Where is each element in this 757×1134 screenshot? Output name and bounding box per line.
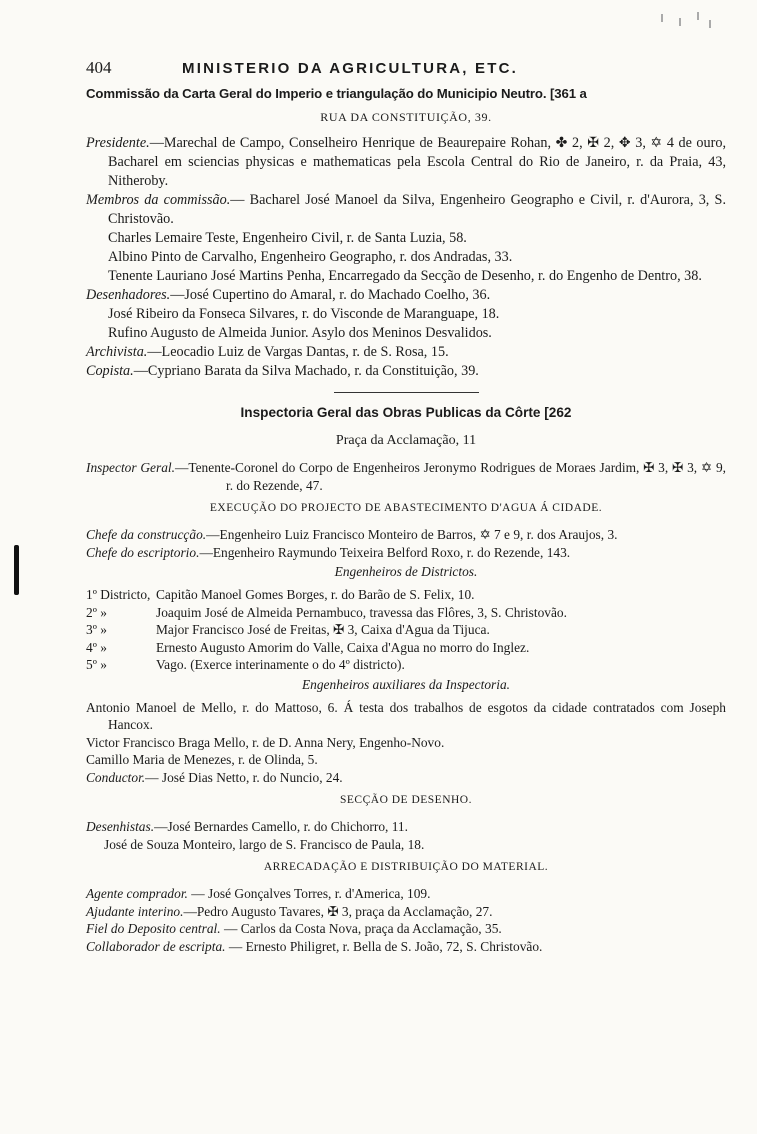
- district-number: 1º Districto,: [86, 587, 151, 602]
- district-row: [86, 656, 726, 674]
- auxiliary-line: Camillo Maria de Menezes, r. de Olinda, 5.: [86, 752, 318, 767]
- section1-title: Commissão da Carta Geral do Imperio e triangulação do Municipio Neutro. [361 a: [86, 86, 587, 101]
- section1-address: RUA DA CONSTITUIÇÃO, 39.: [320, 110, 492, 124]
- district-row: [86, 586, 726, 604]
- inspector-role: Inspector Geral.: [86, 460, 175, 475]
- auxiliary-line: Victor Francisco Braga Mello, r. de D. Anna Nery, Engenho-Novo.: [86, 734, 445, 750]
- district-engineer: Joaquim José de Almeida Pernambuco, travessa das Flôres, 3, S. Christovão.: [156, 604, 567, 620]
- margin-ink-mark: [14, 545, 19, 595]
- page-content: [86, 58, 726, 955]
- writing-collaborator-role: Collaborador de escripta.: [86, 938, 226, 954]
- members-text: — Bacharel José Manoel da Silva, Engenheiro Geographo e Civil, r. d'Aurora, 3, S. Christovão.: [108, 192, 726, 227]
- purchasing-agent-role: Agente comprador.: [86, 886, 188, 901]
- drawing-draftsmen-role: Desenhistas.: [86, 819, 155, 834]
- writing-collaborator-entry: [86, 938, 726, 956]
- interim-assistant-entry: [86, 903, 726, 921]
- district-row: [86, 639, 726, 657]
- drawing-line: José de Souza Monteiro, largo de S. Francisco de Paula, 18.: [104, 836, 425, 852]
- conductor-entry: [86, 769, 726, 787]
- page-number: 404: [86, 58, 112, 77]
- office-chief-entry: [86, 544, 726, 562]
- construction-chief-role: Chefe da construcção.: [86, 527, 207, 542]
- interim-assistant-role: Ajudante interino.: [86, 903, 184, 919]
- draftsmen-role: Desenhadores.: [86, 287, 171, 303]
- district-number: 2º »: [86, 604, 107, 620]
- office-chief-text: —Engenheiro Raymundo Teixeira Belford Roxo, r. do Rezende, 143.: [199, 544, 571, 560]
- district-engineer: Major Francisco José de Freitas, ✠ 3, Caixa d'Agua da Tijuca.: [156, 622, 490, 637]
- archivist-text: —Leocadio Luiz de Vargas Dantas, r. de S. Rosa, 15.: [147, 344, 449, 360]
- auxiliary-line: Antonio Manoel de Mello, r. do Mattoso, 6. Á testa dos trabalhos de esgotos da cidade contratados com Joseph Hancox.: [86, 699, 726, 732]
- construction-chief-entry: [86, 526, 726, 544]
- district-number: 4º »: [86, 639, 107, 655]
- district-engineer: Ernesto Augusto Amorim do Valle, Caixa d'Agua no morro do Inglez.: [156, 639, 530, 655]
- inspector-text: —Tenente-Coronel do Corpo de Engenheiros Jeronymo Rodrigues de Moraes Jardim, ✠ 3, ✠ 3, ✡ 9, r. do Rezende, 47.: [174, 460, 726, 493]
- depot-keeper-entry: [86, 920, 726, 938]
- district-number: 5º »: [86, 657, 107, 672]
- inspector-entry: [86, 459, 726, 494]
- member-line: Charles Lemaire Teste, Engenheiro Civil, r. de Santa Luzia, 58.: [108, 230, 467, 246]
- conductor-role: Conductor.: [86, 769, 146, 785]
- collection-heading: ARRECADAÇÃO E DISTRIBUIÇÃO DO MATERIAL.: [263, 861, 549, 873]
- depot-keeper-role: Fiel do Deposito central.: [86, 921, 221, 936]
- district-row: [86, 604, 726, 622]
- conductor-text: — José Dias Netto, r. do Nuncio, 24.: [145, 769, 343, 785]
- interim-assistant-text: —Pedro Augusto Tavares, ✠ 3, praça da Acclamação, 27.: [183, 903, 493, 919]
- depot-keeper-text: — Carlos da Costa Nova, praça da Acclamação, 35.: [220, 921, 502, 936]
- copyist-role: Copista.: [86, 363, 134, 379]
- president-entry: [86, 134, 726, 191]
- purchasing-agent-text: — José Gonçalves Torres, r. d'America, 109.: [187, 886, 431, 901]
- purchasing-agent-entry: [86, 885, 726, 903]
- drawing-draftsmen-entry: [86, 818, 726, 836]
- section-divider: [334, 392, 479, 393]
- running-header: [86, 58, 726, 84]
- section2-title: Inspectoria Geral das Obras Publicas da Côrte [262: [240, 405, 572, 420]
- president-text: —Marechal de Campo, Conselheiro Henrique de Beaurepaire Rohan, ✤ 2, ✠ 2, ✥ 3, ✡ 4 de ouro, Bacharel em sciencias physicas e mathematicas pela Escola Central do Rio de Janeiro, r. da Praia, 43, Nitheroby.: [108, 135, 726, 189]
- section2-address: Praça da Acclamação, 11: [335, 433, 477, 448]
- archivist-entry: [86, 343, 726, 362]
- members-entry: [86, 191, 726, 229]
- draftsman-line: Rufino Augusto de Almeida Junior. Asylo dos Meninos Desvalidos.: [108, 325, 492, 341]
- member-line: Albino Pinto de Carvalho, Engenheiro Geographo, r. dos Andradas, 33.: [108, 249, 513, 265]
- member-line: Tenente Lauriano José Martins Penha, Encarregado da Secção de Desenho, r. do Engenho de Dentro, 38.: [108, 268, 702, 284]
- writing-collaborator-text: — Ernesto Philigret, r. Bella de S. João, 72, S. Christovão.: [225, 938, 543, 954]
- copyist-text: —Cypriano Barata da Silva Machado, r. da Constituição, 39.: [133, 363, 479, 379]
- execution-heading: EXECUÇÃO DO PROJECTO DE ABASTECIMENTO D'AGUA Á CIDADE.: [209, 502, 603, 514]
- district-engineer: Capitão Manoel Gomes Borges, r. do Barão de S. Felix, 10.: [156, 587, 475, 602]
- district-row: [86, 621, 726, 639]
- draftsman-line: José Ribeiro da Fonseca Silvares, r. do Visconde de Maranguape, 18.: [108, 306, 500, 322]
- district-heading: Engenheiros de Districtos.: [334, 564, 478, 579]
- draftsmen-entry: [86, 286, 726, 305]
- auxiliary-heading: Engenheiros auxiliares da Inspectoria.: [301, 676, 511, 692]
- members-role: Membros da commissão.: [86, 192, 231, 208]
- copyist-entry: [86, 362, 726, 381]
- district-engineer: Vago. (Exerce interinamente o do 4º districto).: [156, 657, 405, 672]
- draftsmen-text: —José Cupertino do Amaral, r. do Machado Coelho, 36.: [170, 287, 491, 303]
- district-number: 3º »: [86, 622, 107, 637]
- office-chief-role: Chefe do escriptorio.: [86, 544, 200, 560]
- paper-specks: [657, 12, 717, 36]
- president-role: Presidente.: [86, 135, 150, 151]
- construction-chief-text: —Engenheiro Luiz Francisco Monteiro de Barros, ✡ 7 e 9, r. dos Araujos, 3.: [206, 527, 618, 542]
- drawing-heading: SECÇÃO DE DESENHO.: [340, 794, 472, 806]
- running-title: MINISTERIO DA AGRICULTURA, ETC.: [182, 60, 518, 77]
- district-list: [86, 586, 726, 674]
- drawing-draftsmen-text: —José Bernardes Camello, r. do Chichorro, 11.: [154, 819, 408, 834]
- archivist-role: Archivista.: [86, 344, 148, 360]
